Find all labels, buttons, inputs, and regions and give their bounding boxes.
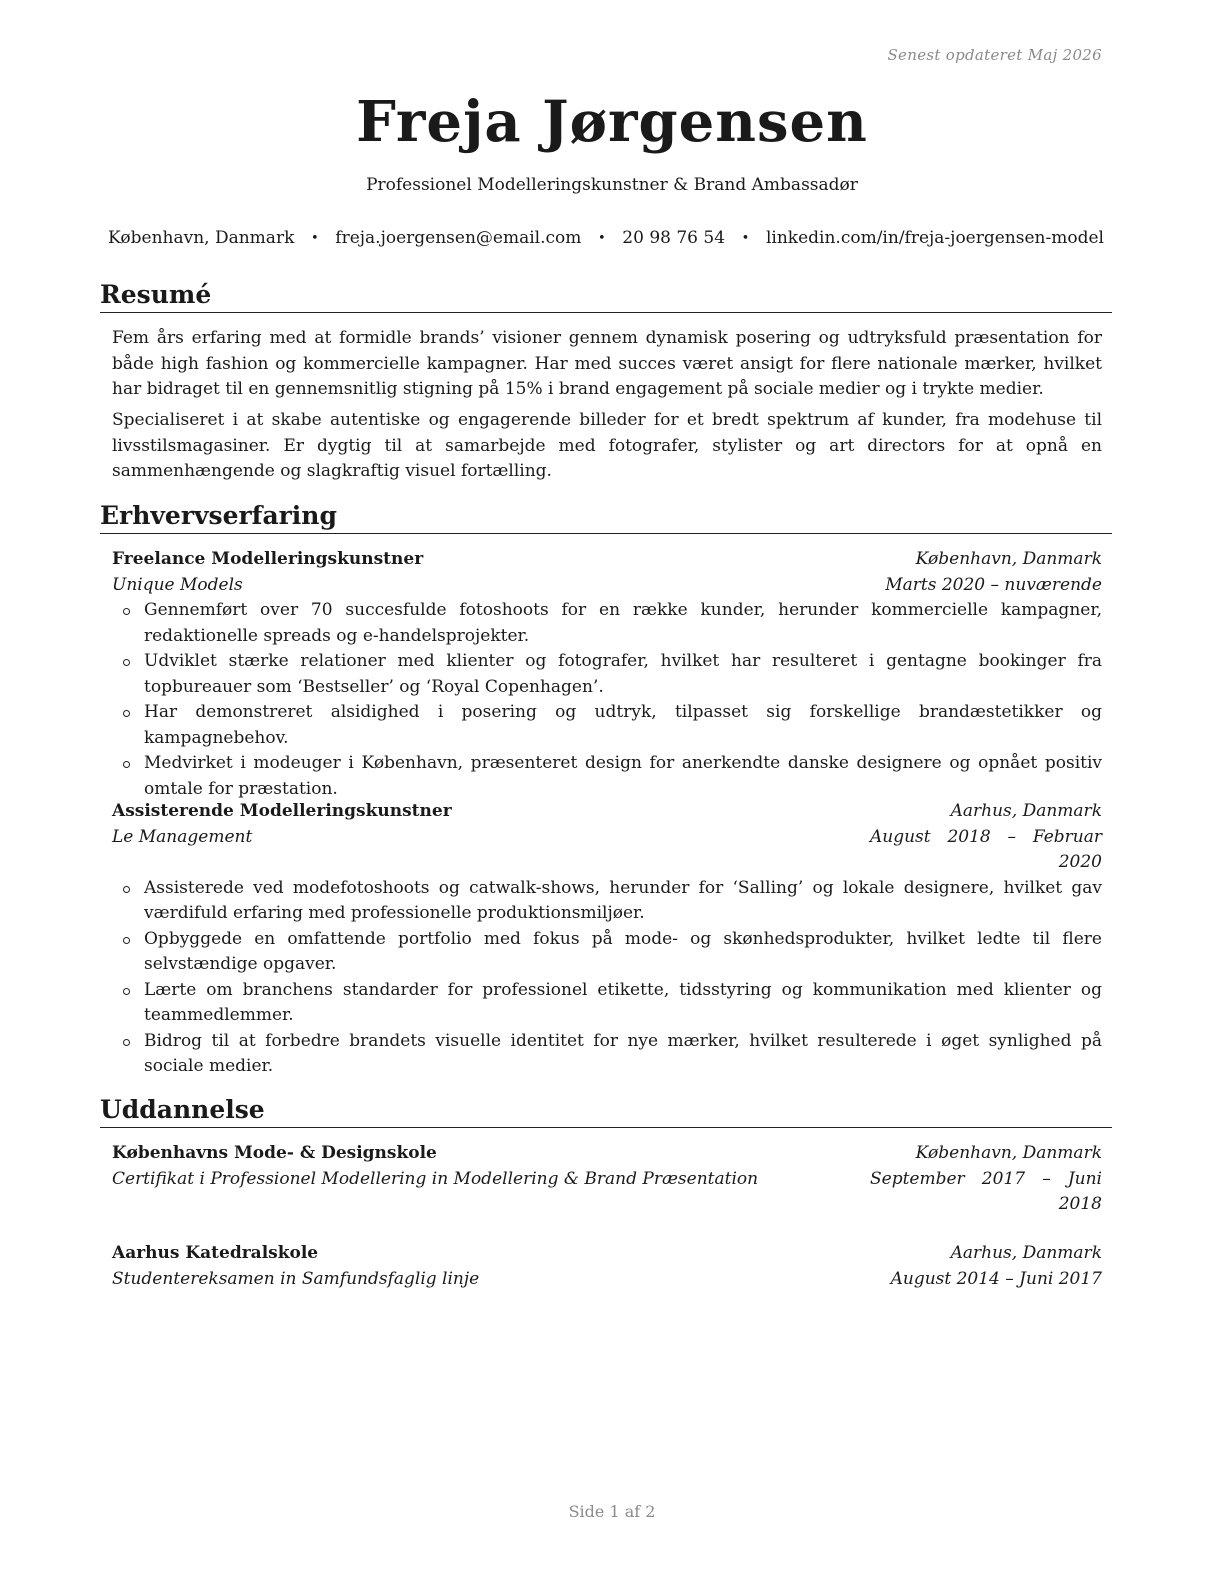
- job-dates: August 2018 – Februar 2020: [870, 826, 1102, 872]
- page-number: Side 1 af 2: [568, 1502, 656, 1521]
- job-entry: [112, 799, 1102, 1080]
- contact-line: [108, 228, 1104, 248]
- job-bullet-list: [112, 876, 1102, 1080]
- school-name: Københavns Mode- & Designskole: [112, 1143, 437, 1163]
- job-bullet: Medvirket i modeuger i København, præsenteret design for anerkendte danske designere og opnået positiv omtale for præstation.: [112, 751, 1102, 802]
- contact-email-link[interactable]: freja.joergensen@email.com: [335, 228, 582, 248]
- job-bullet: Assisterede ved modefotoshoots og catwalk-shows, herunder for ‘Salling’ og lokale designere, hvilket gav værdifuld erfaring med professionelle produktionsmiljøer.: [112, 876, 1102, 927]
- job-bullet: Opbyggede en omfattende portfolio med fokus på mode- og skønhedsprodukter, hvilket ledte til flere selvstændige opgaver.: [112, 927, 1102, 978]
- section-title-experience: Erhvervserfaring: [100, 501, 1112, 534]
- separator-dot: •: [311, 230, 319, 246]
- candidate-name: Freja Jørgensen: [356, 89, 868, 155]
- job-company: Unique Models: [112, 574, 243, 595]
- education-entry: [112, 1241, 1102, 1292]
- separator-dot: •: [598, 230, 606, 246]
- education-dates: September 2017 – Juni 2018: [870, 1168, 1102, 1214]
- education-dates: August 2014 – Juni 2017: [890, 1268, 1102, 1289]
- section-title-summary: Resumé: [100, 280, 1112, 313]
- candidate-tagline: Professionel Modelleringskunstner & Brand Ambassadør: [366, 175, 858, 195]
- degree: Studentereksamen in Samfundsfaglig linje: [112, 1268, 480, 1289]
- school-location: København, Danmark: [915, 1143, 1102, 1163]
- summary-paragraph: Fem års erfaring med at formidle brands’ visioner gennem dynamisk posering og udtryksfuld præsentation for både high fashion og kommercielle kampagner. Har med succes været ansigt for flere nationale mærker, hvilket har bidraget til en gennemsnitlig stigning på 15% i brand engagement på sociale medier og i trykte medier.: [112, 328, 1102, 399]
- separator-dot: •: [741, 230, 750, 246]
- last-updated-note: Senest opdateret Maj 2026: [887, 46, 1102, 64]
- school-location: Aarhus, Danmark: [950, 1243, 1102, 1263]
- job-role: Freelance Modelleringskunstner: [112, 549, 424, 569]
- job-bullet: Udviklet stærke relationer med klienter og fotografer, hvilket har resulteret i gentagne bookinger fra topbureauer som ‘Bestseller’ og ‘Royal Copenhagen’.: [112, 649, 1102, 700]
- education-entry: [112, 1141, 1102, 1218]
- job-company: Le Management: [112, 826, 253, 847]
- job-role: Assisterende Modelleringskunstner: [112, 801, 452, 821]
- degree: Certifikat i Professionel Modellering in Modellering & Brand Præsentation: [112, 1168, 759, 1189]
- summary-paragraph: Specialiseret i at skabe autentiske og engagerende billeder for et bredt spektrum af kunder, fra modehuse til livsstilsmagasiner. Er dygtig til at samarbejde med fotografer, stylister og art directors for at opnå en sammenhængende og slagkraftig visuel fortælling.: [112, 410, 1102, 481]
- job-bullet: Gennemført over 70 succesfulde fotoshoots for en række kunder, herunder kommercielle kampagner, redaktionelle spreads og e-handelsprojekter.: [112, 598, 1102, 649]
- job-location: København, Danmark: [915, 549, 1102, 569]
- job-dates: Marts 2020 – nuværende: [885, 574, 1102, 595]
- job-bullet: Bidrog til at forbedre brandets visuelle identitet for nye mærker, hvilket resulterede i øget synlighed på sociale medier.: [112, 1029, 1102, 1080]
- job-bullet: Har demonstreret alsidighed i posering og udtryk, tilpasset sig forskellige brandæstetikker og kampagnebehov.: [112, 700, 1102, 751]
- contact-linkedin-link[interactable]: linkedin.com/in/freja-joergensen-model: [765, 228, 1104, 248]
- school-name: Aarhus Katedralskole: [112, 1243, 319, 1263]
- contact-phone: 20 98 76 54: [622, 228, 726, 248]
- job-bullet-list: [112, 598, 1102, 802]
- job-entry: [112, 547, 1102, 802]
- contact-location: København, Danmark: [108, 228, 295, 248]
- job-location: Aarhus, Danmark: [950, 801, 1102, 821]
- section-title-education: Uddannelse: [100, 1095, 1112, 1128]
- job-bullet: Lærte om branchens standarder for professionel etikette, tidsstyring og kommunikation med klienter og teammedlemmer.: [112, 978, 1102, 1029]
